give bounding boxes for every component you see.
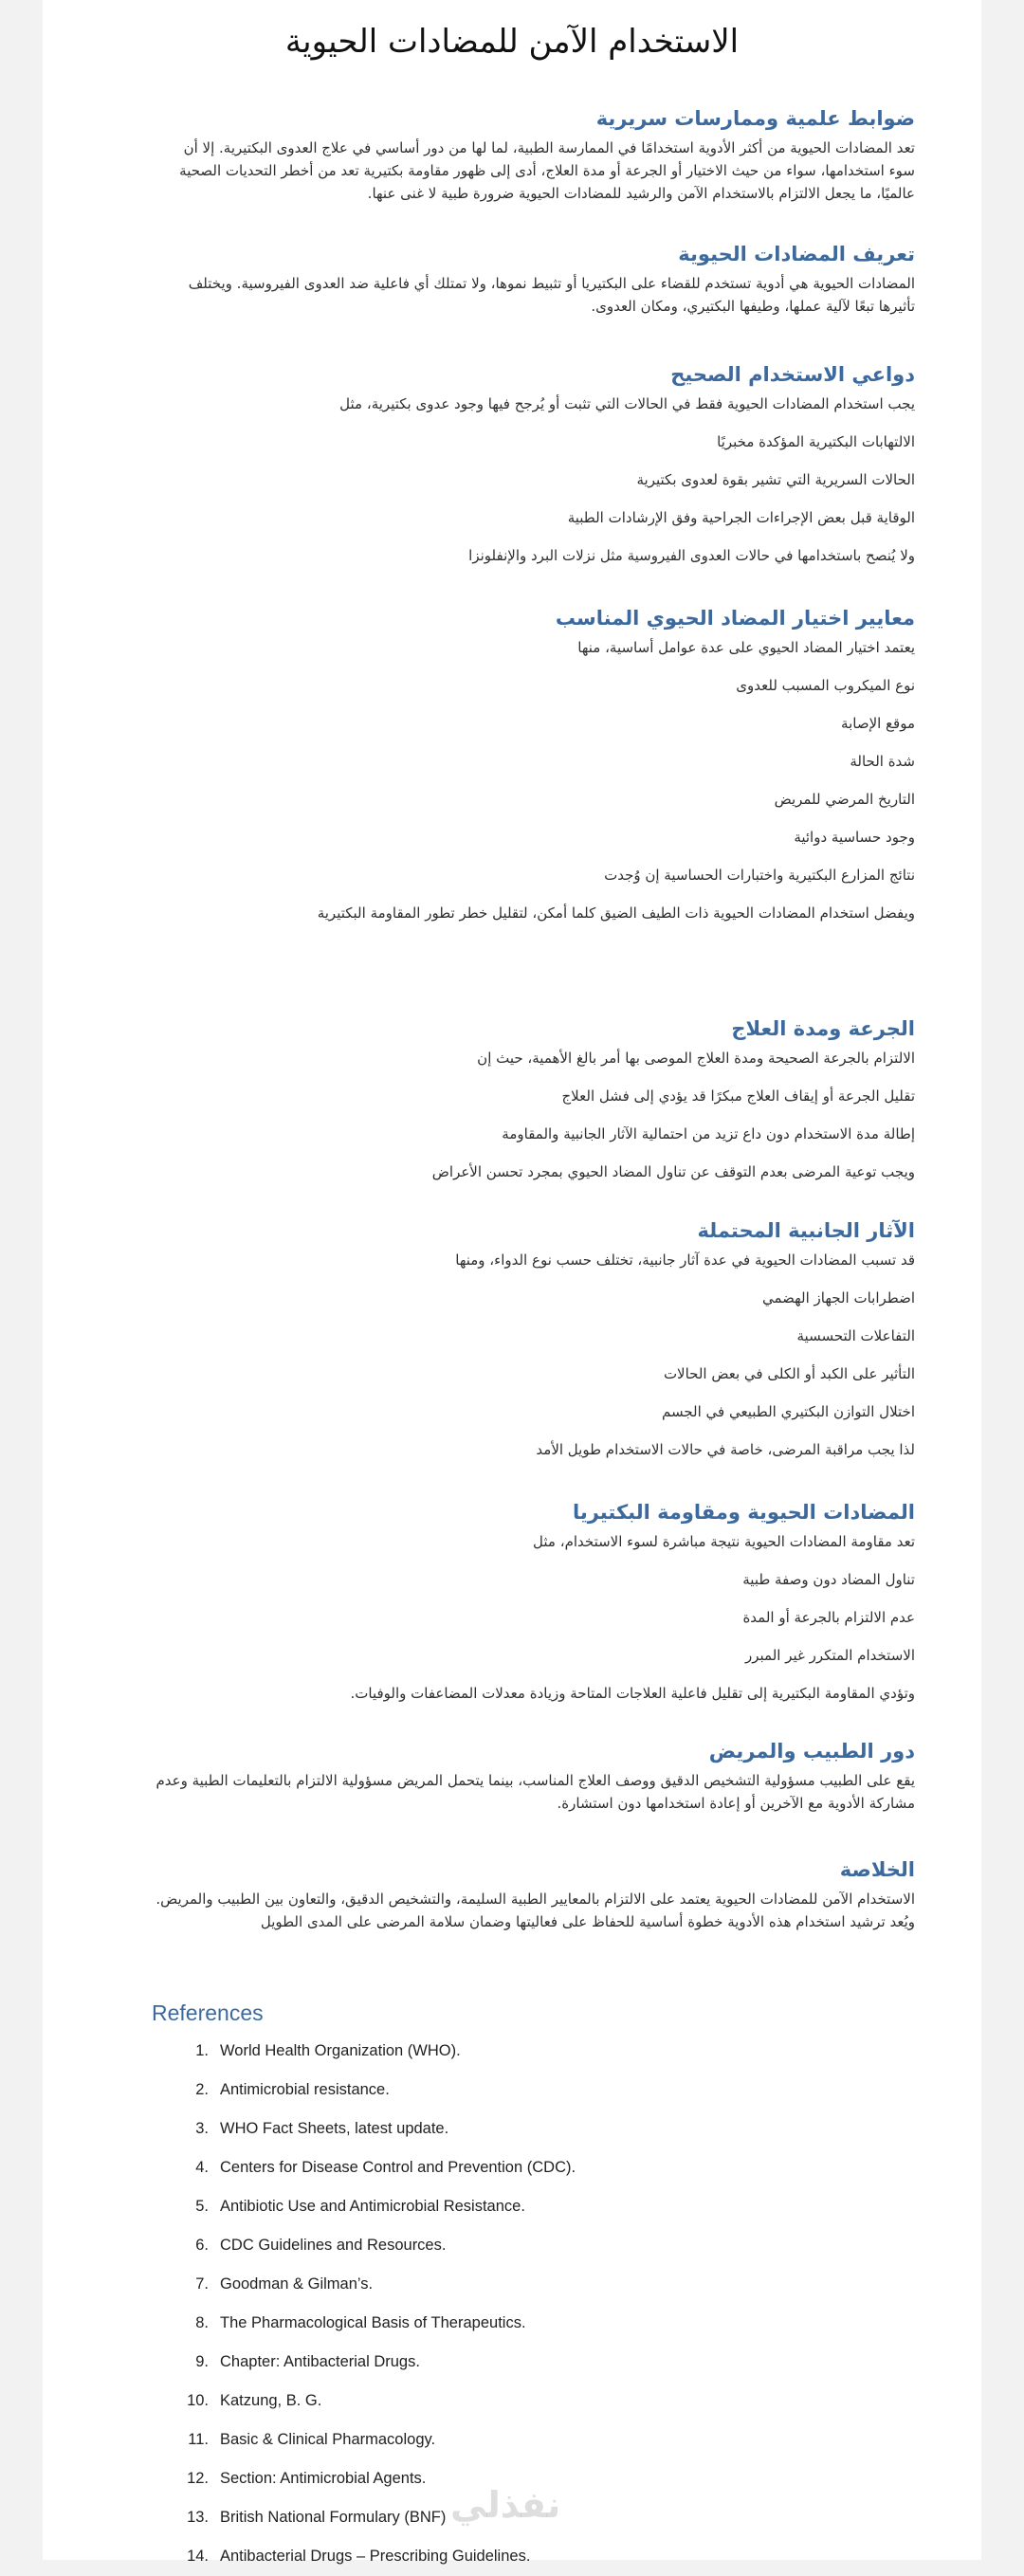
reference-text: The Pharmacological Basis of Therapeutics. (220, 2314, 526, 2331)
section-list-item: عدم الالتزام بالجرعة أو المدة (742, 1609, 915, 1626)
section-4 (155, 604, 915, 924)
reference-item (152, 2032, 872, 2071)
reference-text: Section: Antimicrobial Agents. (220, 2470, 427, 2487)
section-list-item: موقع الإصابة (841, 715, 915, 732)
reference-number: 4. (195, 2159, 209, 2176)
reference-item (152, 2265, 872, 2304)
section-paragraph: يقع على الطبيب مسؤولية التشخيص الدقيق ووصف العلاج المناسب، بينما يتحمل المريض مسؤولية الالتزام بالتعليمات الطبية وعدم مشاركة الأدوية مع الآخرين أو إعادة استخدامها دون استشارة. (155, 1772, 915, 1812)
section-9 (155, 1855, 915, 1933)
reference-text: Antibiotic Use and Antimicrobial Resistance. (220, 2198, 525, 2215)
section-heading: معايير اختيار المضاد الحيوي المناسب (555, 607, 915, 630)
section-1 (155, 104, 915, 205)
section-5 (155, 1014, 915, 1183)
reference-text: Antimicrobial resistance. (220, 2081, 390, 2098)
reference-number: 3. (195, 2120, 209, 2137)
section-list-item: ولا يُنصح باستخدامها في حالات العدوى الفيروسية مثل نزلات البرد والإنفلونزا (468, 547, 915, 564)
reference-item (152, 2421, 872, 2459)
section-6 (155, 1216, 915, 1461)
reference-text: Goodman & Gilman’s. (220, 2275, 374, 2293)
reference-number: 1. (195, 2042, 209, 2059)
reference-text: British National Formulary (BNF) (220, 2509, 447, 2526)
section-heading: تعريف المضادات الحيوية (678, 243, 915, 265)
section-paragraph: يعتمد اختيار المضاد الحيوي على عدة عوامل أساسية، منها (577, 639, 915, 656)
section-paragraph: قد تسبب المضادات الحيوية في عدة آثار جانبية، تختلف حسب نوع الدواء، ومنها (455, 1251, 915, 1269)
section-list-item: وجود حساسية دوائية (794, 829, 915, 846)
section-list-item: تناول المضاد دون وصفة طبية (742, 1571, 915, 1588)
reference-number: 9. (195, 2353, 209, 2370)
section-paragraph: تعد مقاومة المضادات الحيوية نتيجة مباشرة لسوء الاستخدام، مثل (533, 1533, 915, 1550)
section-heading: دواعي الاستخدام الصحيح (670, 363, 915, 386)
reference-number: 10. (187, 2392, 209, 2409)
section-list-item: الاستخدام المتكرر غير المبرر (745, 1647, 915, 1664)
section-heading: المضادات الحيوية ومقاومة البكتيريا (572, 1501, 915, 1524)
section-list-item: نتائج المزارع البكتيرية واختبارات الحساسية إن وُجدت (604, 867, 915, 884)
reference-item (152, 2110, 872, 2148)
reference-text: Chapter: Antibacterial Drugs. (220, 2353, 420, 2370)
section-list-item: الحالات السريرية التي تشير بقوة لعدوى بكتيرية (636, 471, 915, 488)
reference-item (152, 2537, 872, 2576)
document-page (43, 0, 981, 2565)
section-heading: دور الطبيب والمريض (708, 1740, 915, 1763)
section-heading: الجرعة ومدة العلاج (731, 1017, 915, 1040)
section-list-item: التاريخ المرضي للمريض (774, 791, 915, 808)
section-list-item: الالتهابات البكتيرية المؤكدة مخبريًا (717, 433, 915, 450)
section-list-item: التفاعلات التحسسية (796, 1327, 915, 1344)
section-paragraph: تعد المضادات الحيوية من أكثر الأدوية استخدامًا في الممارسة الطبية، لما لها من دور أساسي في علاج العدوى البكتيرية. إلا أن سوء استخدامها، سواء من حيث الاختيار أو الجرعة أو مدة العلاج، أدى إلى ظهور مقاومة بكتيرية تعد من أخطر التحديات الصحية عالميًا، ما يجعل الالتزام بالاستخدام الآمن والرشيد للمضادات الحيوية ضرورة طبية لا غنى عنها. (179, 139, 915, 202)
section-list-item: شدة الحالة (850, 753, 915, 770)
reference-text: Katzung, B. G. (220, 2392, 322, 2409)
section-list-item: نوع الميكروب المسبب للعدوى (736, 677, 915, 694)
section-list-item: ويجب توعية المرضى بعدم التوقف عن تناول المضاد الحيوي بمجرد تحسن الأعراض (431, 1163, 915, 1180)
section-heading: الخلاصة (839, 1858, 915, 1881)
section-7 (155, 1498, 915, 1705)
reference-number: 7. (195, 2275, 209, 2293)
section-list-item: تقليل الجرعة أو إيقاف العلاج مبكرًا قد يؤدي إلى فشل العلاج (561, 1087, 915, 1105)
section-8 (155, 1737, 915, 1815)
section-list-item: الوقاية قبل بعض الإجراءات الجراحية وفق الإرشادات الطبية (567, 509, 915, 526)
reference-number: 2. (195, 2081, 209, 2098)
section-list-item: ويفضل استخدام المضادات الحيوية ذات الطيف الضيق كلما أمكن، لتقليل خطر تطور المقاومة البكتيرية (317, 904, 915, 922)
section-list-item: اضطرابات الجهاز الهضمي (761, 1289, 915, 1306)
section-3 (155, 360, 915, 567)
section-heading: الآثار الجانبية المحتملة (697, 1219, 915, 1242)
reference-item (152, 2382, 872, 2421)
section-heading: ضوابط علمية وممارسات سريرية (595, 107, 915, 130)
reference-text: World Health Organization (WHO). (220, 2042, 461, 2059)
section-paragraph: الاستخدام الآمن للمضادات الحيوية يعتمد على الالتزام بالمعايير الطبية السليمة، والتشخيص الدقيق، والتعاون بين الطبيب والمريض. ويُعد ترشيد استخدام هذه الأدوية خطوة أساسية للحفاظ على فعاليتها وضمان سلامة المرضى على المدى الطويل (155, 1891, 915, 1930)
reference-number: 6. (195, 2237, 209, 2254)
references-heading: References (152, 2001, 264, 2025)
section-list-item: اختلال التوازن البكتيري الطبيعي في الجسم (661, 1403, 915, 1420)
section-paragraph: الالتزام بالجرعة الصحيحة ومدة العلاج الموصى بها أمر بالغ الأهمية، حيث إن (477, 1050, 915, 1067)
section-paragraph: يجب استخدام المضادات الحيوية فقط في الحالات التي تثبت أو يُرجح فيها وجود عدوى بكتيرية، مثل (339, 395, 915, 412)
section-2 (155, 240, 915, 318)
reference-number: 5. (195, 2198, 209, 2215)
reference-number: 8. (195, 2314, 209, 2331)
section-list-item: لذا يجب مراقبة المرضى، خاصة في حالات الاستخدام طويل الأمد (536, 1441, 915, 1458)
reference-text: WHO Fact Sheets, latest update. (220, 2120, 449, 2137)
reference-item (152, 2343, 872, 2382)
reference-number: 12. (187, 2470, 209, 2487)
section-list-item: إطالة مدة الاستخدام دون داع تزيد من احتمالية الآثار الجانبية والمقاومة (502, 1125, 915, 1142)
reference-text: Centers for Disease Control and Prevention (CDC). (220, 2159, 576, 2176)
reference-number: 13. (187, 2509, 209, 2526)
watermark-logo: نفذلي (450, 2484, 561, 2526)
reference-item (152, 2148, 872, 2187)
reference-item (152, 2071, 872, 2110)
reference-item (152, 2304, 872, 2343)
reference-number: 14. (187, 2548, 209, 2565)
reference-item (152, 2226, 872, 2265)
reference-text: CDC Guidelines and Resources. (220, 2237, 447, 2254)
reference-text: Basic & Clinical Pharmacology. (220, 2431, 436, 2448)
reference-item (152, 2187, 872, 2226)
reference-text: Antibacterial Drugs – Prescribing Guidelines. (220, 2548, 531, 2565)
page-title: الاستخدام الآمن للمضادات الحيوية (284, 23, 740, 61)
section-list-item: التأثير على الكبد أو الكلى في بعض الحالات (663, 1365, 915, 1382)
section-list-item: وتؤدي المقاومة البكتيرية إلى تقليل فاعلية العلاجات المتاحة وزيادة معدلات المضاعفات والوفيات. (350, 1685, 915, 1702)
reference-number: 11. (188, 2431, 209, 2448)
section-paragraph: المضادات الحيوية هي أدوية تستخدم للقضاء على البكتيريا أو تثبيط نموها، ولا تمتلك أي فاعلية ضد العدوى الفيروسية. ويختلف تأثيرها تبعًا لآلية عملها، وطيفها البكتيري، ومكان العدوى. (188, 275, 915, 315)
